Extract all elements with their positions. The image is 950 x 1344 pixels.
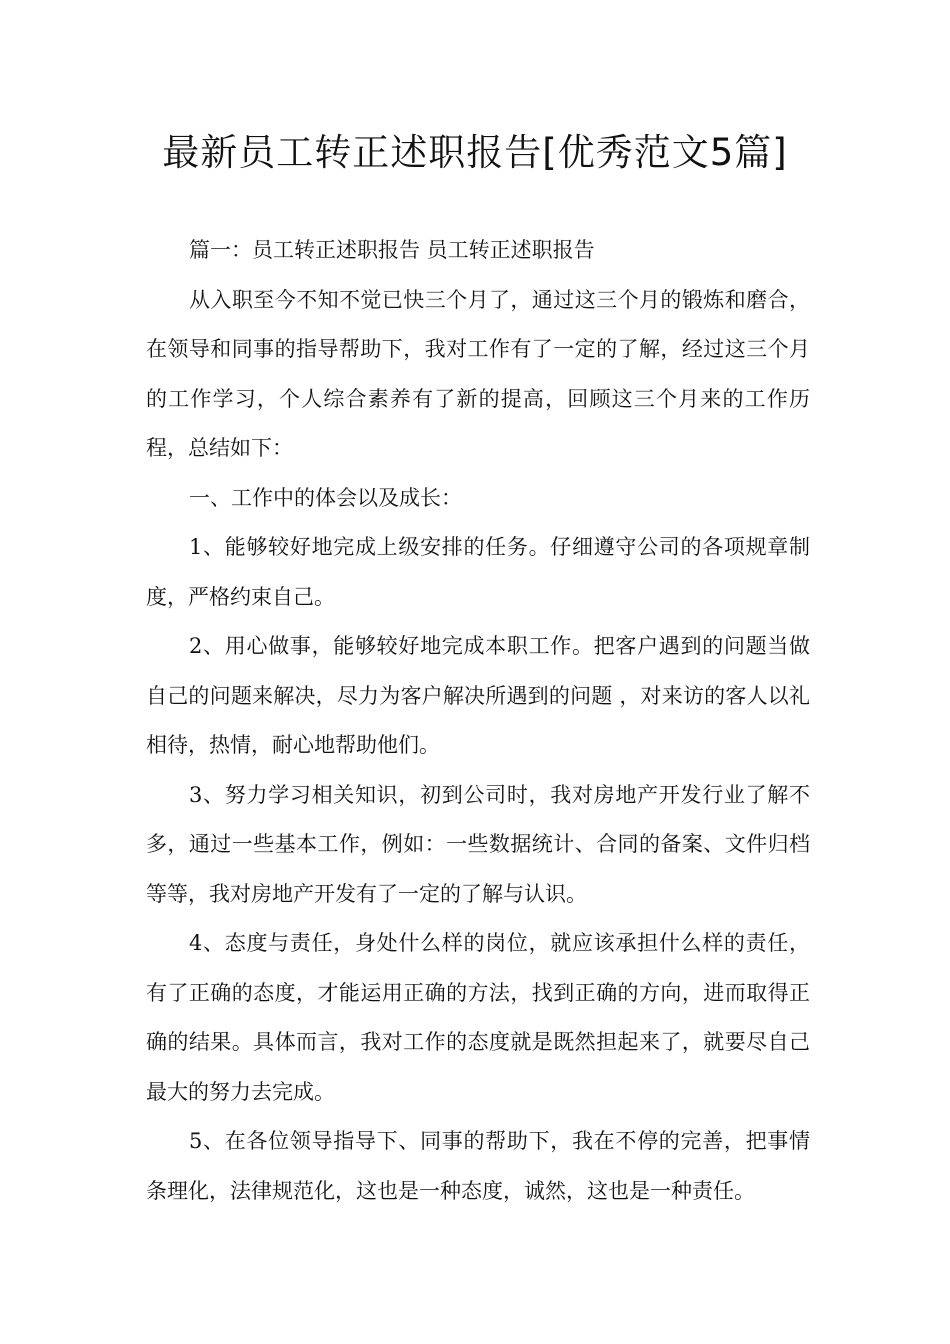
document-title: 最新员工转正述职报告[优秀范文5篇] — [162, 131, 788, 174]
item-5-paragraph: 5、在各位领导指导下、同事的帮助下，我在不停的完善，把事情条理化，法律规范化，这也是一种态度，诚然，这也是一种责任。 — [146, 1129, 810, 1203]
item-1-paragraph: 1、能够较好地完成上级安排的任务。仔细遵守公司的各项规章制度，严格约束自己。 — [146, 535, 810, 609]
section-heading-paragraph: 篇一：员工转正述职报告 员工转正述职报告 — [189, 238, 595, 262]
item-4-paragraph: 4、态度与责任，身处什么样的岗位，就应该承担什么样的责任，有了正确的态度，才能运用正确的方法，找到正确的方向，进而取得正确的结果。具体而言，我对工作的态度就是既然担起来了，就要尽自己最大的努力去完成。 — [146, 931, 810, 1104]
document-body — [146, 226, 810, 1216]
intro-paragraph: 从入职至今不知不觉已快三个月了，通过这三个月的锻炼和磨合，在领导和同事的指导帮助下，我对工作有了一定的了解，经过这三个月的工作学习，个人综合素养有了新的提高，回顾这三个月来的工作历程，总结如下： — [146, 287, 810, 460]
item-3-paragraph: 3、努力学习相关知识，初到公司时，我对房地产开发行业了解不多，通过一些基本工作，例如：一些数据统计、合同的备案、文件归档等等，我对房地产开发有了一定的了解与认识。 — [146, 782, 810, 906]
subsection-heading-paragraph: 一、工作中的体会以及成长： — [189, 485, 462, 510]
item-2-paragraph: 2、用心做事，能够较好地完成本职工作。把客户遇到的问题当做自己的问题来解决，尽力为客户解决所遇到的问题 ，对来访的客人以礼相待，热情，耐心地帮助他们。 — [146, 634, 810, 757]
